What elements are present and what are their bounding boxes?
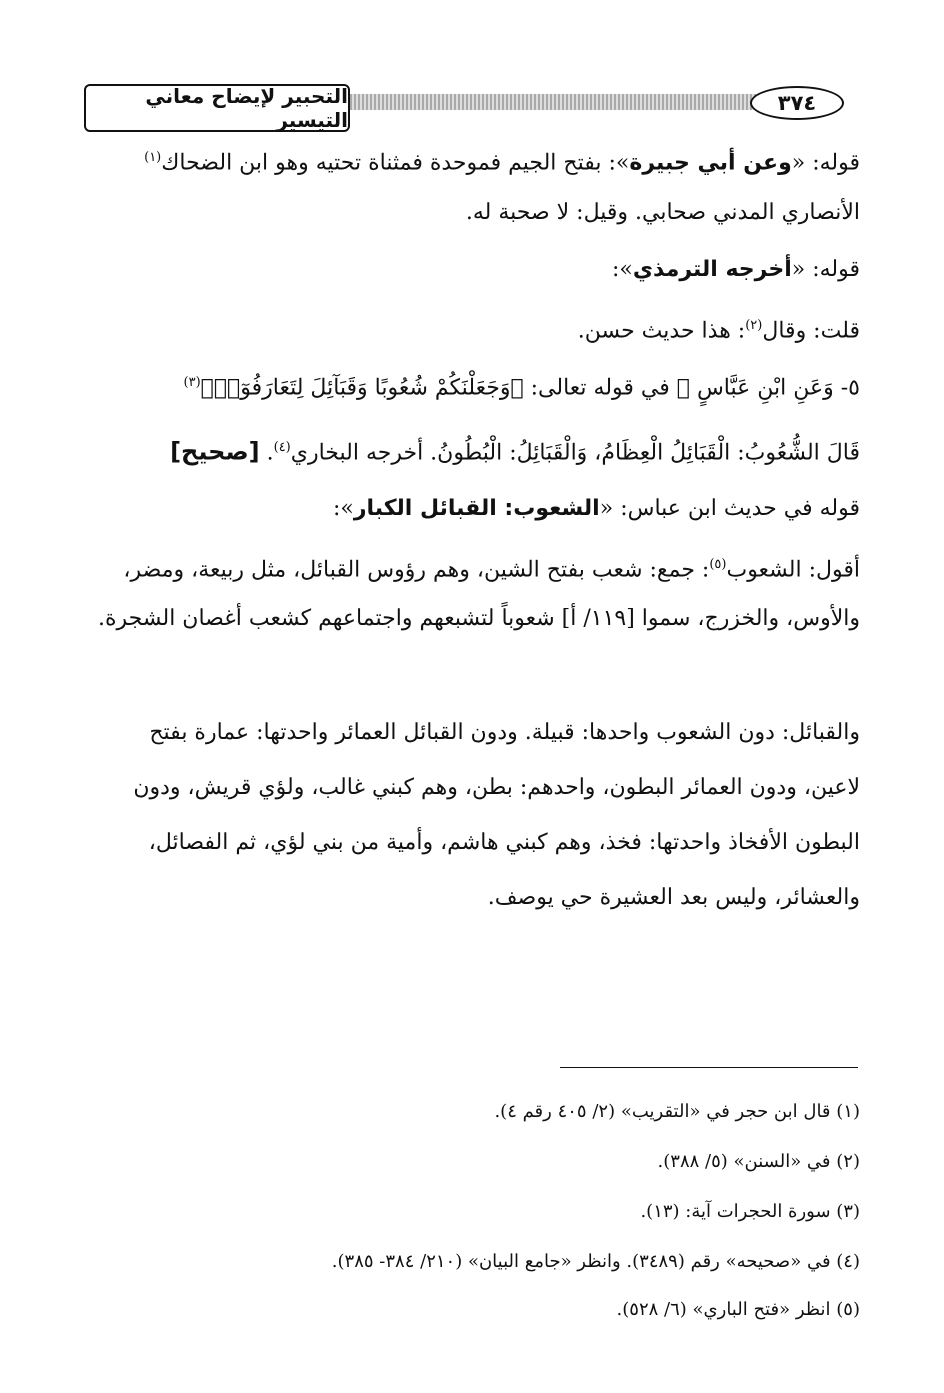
footnote-4: (٤) في «صحيحه» رقم (٣٤٨٩). وانظر «جامع البيان» (٢١٠/ ٣٨٤- ٣٨٥). (331, 1251, 860, 1272)
quoted-phrase: أخرجه الترمذي (632, 257, 792, 282)
footnote-1: (١) قال ابن حجر في «التقريب» (٢/ ٤٠٥ رقم ٤). (494, 1101, 860, 1122)
body-line-11: لاعين، ودون العمائر البطون، واحدهم: بطن، وهم كبني غالب، ولؤي قريش، ودون (133, 775, 860, 800)
body-line-4 (578, 310, 860, 347)
footnote-2: (٢) في «السنن» (٥/ ٣٨٨). (657, 1151, 860, 1172)
footnote-5: (٥) انظر «فتح الباري» (٦/ ٥٢٨). (616, 1299, 860, 1320)
page-number: ٣٧٤ (750, 86, 844, 120)
hadith-grade: [صحيح] (170, 437, 260, 466)
body-line-7 (333, 493, 860, 525)
footnote-ref: (١) (144, 150, 162, 165)
footnote-3: (٣) سورة الحجرات آية: (١٣). (640, 1201, 860, 1222)
text: »: (611, 257, 633, 282)
body-line-3 (612, 254, 860, 286)
text: »: بفتح الجيم فموحدة فمثناة تحتيه وهو ابن الضحاك (161, 150, 630, 176)
footnote-ref: (٤) (273, 440, 291, 455)
text: قوله في حديث ابن عباس: « (599, 496, 860, 521)
footnote-ref: (٣) (183, 375, 201, 390)
footnote-ref: (٥) (709, 557, 727, 572)
hadith-text: قَالَ الشُّعُوبُ: الْقَبَائِلُ الْعِظَامُ، وَالْقَبَائِلُ: الْبُطُونُ. أخرجه البخاري (290, 440, 860, 466)
body-line-5 (184, 367, 861, 404)
body-line-1 (144, 142, 860, 179)
page-header (84, 84, 844, 134)
body-line-6 (170, 432, 860, 469)
quoted-phrase: وعن أبي جبيرة (629, 150, 792, 176)
text: : جمع: شعب بفتح الشين، وهم رؤوس القبائل، مثل ربيعة، ومضر، (123, 557, 710, 583)
footnote-separator (560, 1067, 858, 1068)
text: قوله: « (791, 150, 860, 176)
hadith-text: ٥- وَعَنِ ابْنِ عَبَّاسٍ ﷺ في قوله تعالى: ﴿وَجَعَلْنَكُمْ شُعُوبًا وَقَبَآئِلَ لِتَعَارَفُوٓا۟﴾ (200, 375, 860, 401)
body-line-10: والقبائل: دون الشعوب واحدها: قبيلة. ودون القبائل العمائر واحدتها: عمارة بفتح (149, 720, 860, 745)
text: . (259, 440, 274, 466)
running-title: التحبير لإيضاح معاني التيسير (84, 84, 350, 132)
quoted-phrase: الشعوب: القبائل الكبار (353, 496, 600, 521)
footnote-ref: (٢) (745, 318, 763, 333)
body-line-8 (123, 549, 860, 586)
text: : هذا حديث حسن. (577, 318, 746, 344)
text: »: (332, 496, 354, 521)
body-line-13: والعشائر، وليس بعد العشيرة حي يوصف. (487, 885, 860, 910)
body-line-9: والأوس، والخزرج، سموا [١١٩/ أ] شعوباً لتشبعهم واجتماعهم كشعب أغصان الشجرة. (98, 606, 860, 631)
body-line-12: البطون الأفخاذ واحدتها: فخذ، وهم كبني هاشم، وأمية من بني لؤي، ثم الفصائل، (148, 830, 860, 855)
body-line-2: الأنصاري المدني صحابي. وقيل: لا صحبة له. (465, 200, 860, 225)
text: قلت: وقال (762, 318, 860, 344)
text: أقول: الشعوب (726, 557, 860, 583)
text: قوله: « (791, 257, 860, 282)
